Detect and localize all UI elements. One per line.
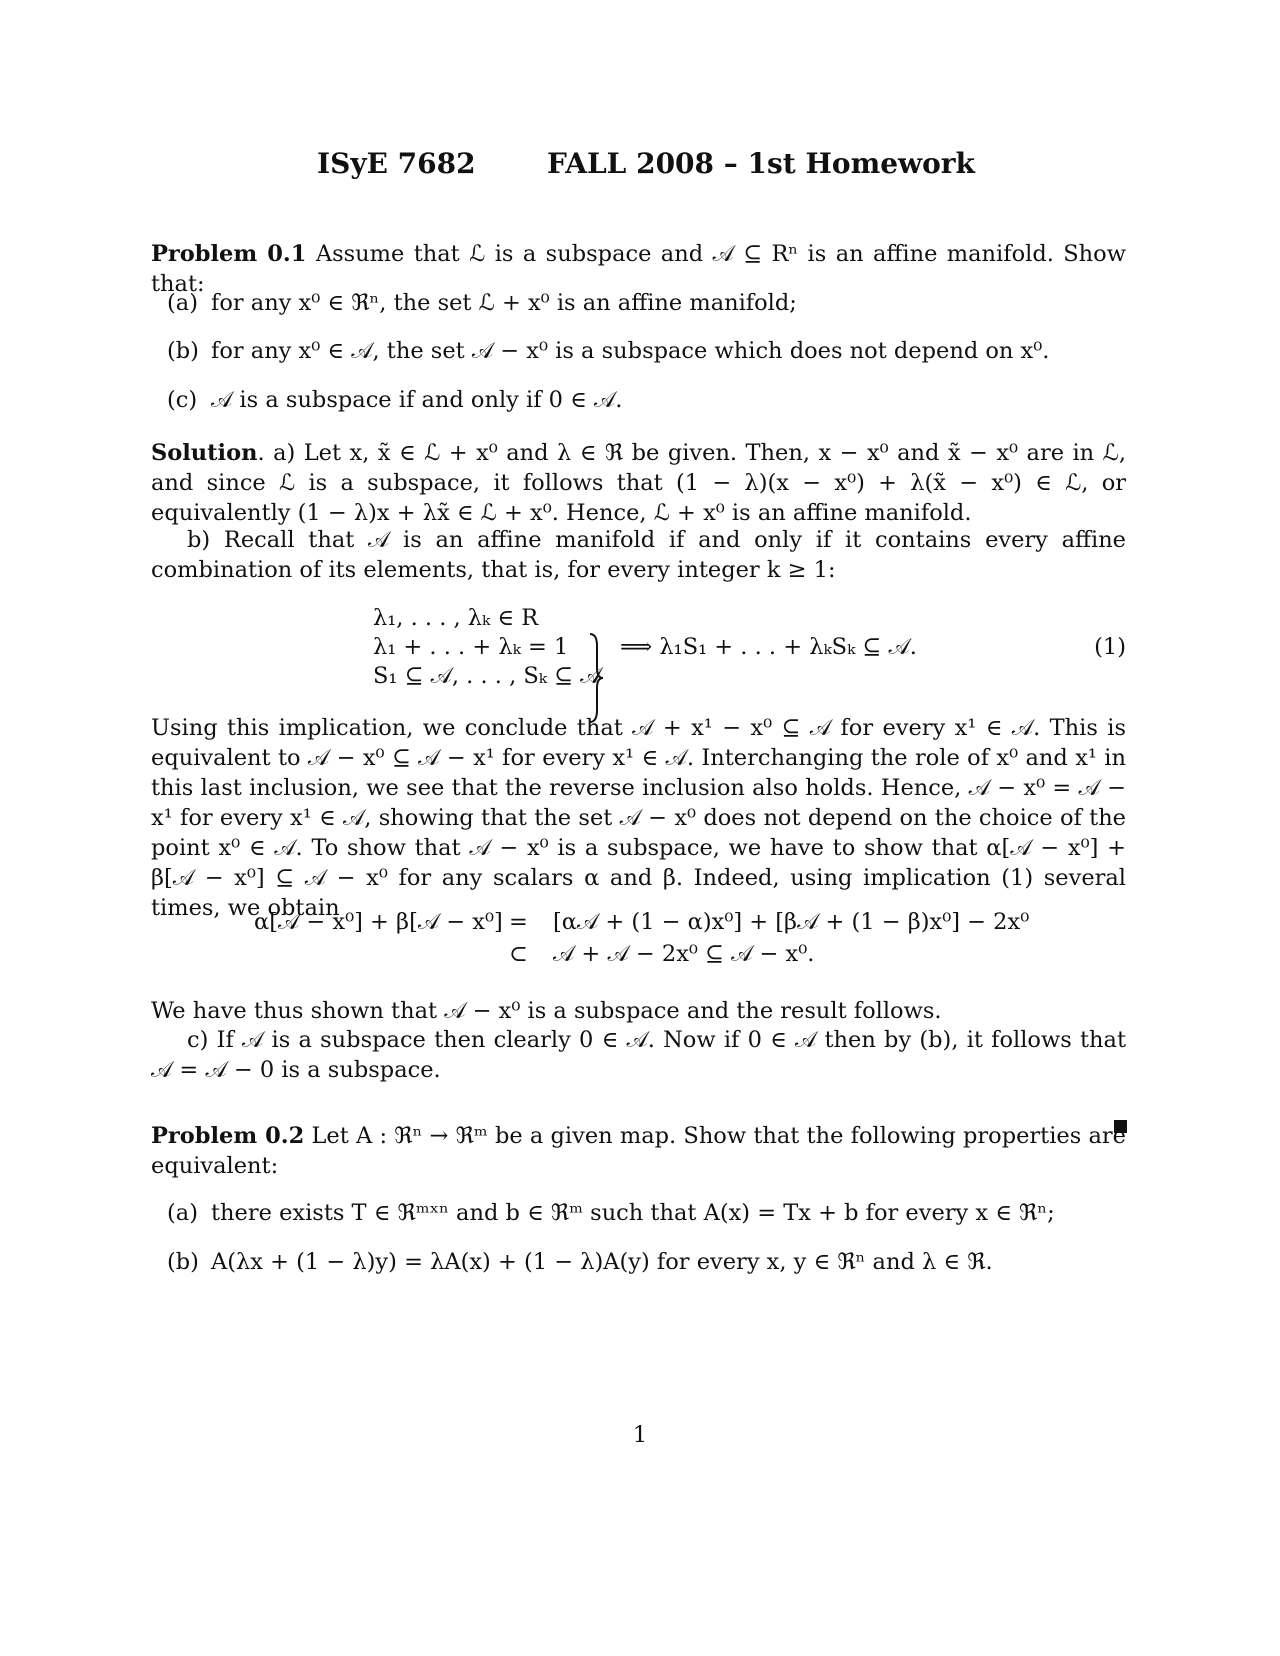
problem-1-item-a: (a) for any x⁰ ∈ ℜⁿ, the set ℒ + x⁰ is an affine manifold; bbox=[167, 290, 797, 316]
equation-number: (1) bbox=[1094, 634, 1126, 660]
problem-2-item-a: (a) there exists T ∈ ℜᵐˣⁿ and b ∈ ℜᵐ such that A(x) = Tx + b for every x ∈ ℜⁿ; bbox=[167, 1200, 1055, 1226]
solution-part-a: Solution. a) Let x, x̃ ∈ ℒ + x⁰ and λ ∈ ℜ be given. Then, x − x⁰ and x̃ − x⁰ are in ℒ, and since ℒ is a subspace, it follows that (1 − λ)(x − x⁰) + λ(x̃ − x⁰) ∈ ℒ, or equivalently (1 − λ)x + λx̃ ∈ ℒ + x⁰. Hence, ℒ + x⁰ is an affine manifold. bbox=[151, 440, 1126, 526]
solution-label: Solution bbox=[151, 440, 258, 466]
solution-part-b-intro: b) Recall that 𝒜 is an affine manifold if and only if it contains every affine combination of its elements, that is, for every integer k ≥ 1: bbox=[151, 527, 1126, 583]
align-rhs-2: 𝒜 + 𝒜 − 2x⁰ ⊆ 𝒜 − x⁰. bbox=[553, 941, 815, 967]
align-lhs: α[𝒜 − x⁰] + β[𝒜 − x⁰] bbox=[254, 909, 503, 935]
problem-1-item-c: (c) 𝒜 is a subspace if and only if 0 ∈ 𝒜. bbox=[167, 387, 623, 413]
course-code: ISyE 7682 bbox=[317, 147, 476, 180]
solution-part-b-conclusion: We have thus shown that 𝒜 − x⁰ is a subspace and the result follows. bbox=[151, 998, 942, 1024]
align-relation-1: = bbox=[509, 909, 528, 935]
implication-line-3: S₁ ⊆ 𝒜, . . . , Sₖ ⊆ 𝒜 bbox=[373, 663, 602, 689]
problem-2-statement bbox=[151, 1121, 1126, 1181]
solution-part-c: c) If 𝒜 is a subspace then clearly 0 ∈ 𝒜. Now if 0 ∈ 𝒜 then by (b), it follows that 𝒜 = 𝒜 − 0 is a subspace. bbox=[151, 1027, 1126, 1083]
problem-1-item-b: (b) for any x⁰ ∈ 𝒜, the set 𝒜 − x⁰ is a subspace which does not depend on x⁰. bbox=[167, 338, 1050, 364]
right-brace-icon bbox=[588, 632, 604, 724]
page-number: 1 bbox=[632, 1422, 648, 1448]
homework-title: FALL 2008 – 1st Homework bbox=[547, 147, 975, 180]
implication-line-1: λ₁, . . . , λₖ ∈ R bbox=[373, 605, 539, 631]
problem-2-item-b: (b) A(λx + (1 − λ)y) = λA(x) + (1 − λ)A(y) for every x, y ∈ ℜⁿ and λ ∈ ℜ. bbox=[167, 1249, 993, 1275]
align-relation-2: ⊂ bbox=[509, 941, 528, 967]
solution-part-b-argument: Using this implication, we conclude that 𝒜 + x¹ − x⁰ ⊆ 𝒜 for every x¹ ∈ 𝒜. This is equivalent to 𝒜 − x⁰ ⊆ 𝒜 − x¹ for every x¹ ∈ 𝒜. Interchanging the role of x⁰ and x¹ in this last inclusion, we see that the reverse inclusion also holds. Hence, 𝒜 − x⁰ = 𝒜 − x¹ for every x¹ ∈ 𝒜, showing that the set 𝒜 − x⁰ does not depend on the choice of the point x⁰ ∈ 𝒜. To show that 𝒜 − x⁰ is a subspace, we have to show that α[𝒜 − x⁰] + β[𝒜 − x⁰] ⊆ 𝒜 − x⁰ for any scalars α and β. Indeed, using implication (1) several times, we obtain bbox=[151, 715, 1126, 921]
problem-1-label: Problem 0.1 bbox=[151, 241, 307, 267]
implication-line-2: λ₁ + . . . + λₖ = 1 bbox=[373, 634, 569, 660]
problem-1-text: Assume that ℒ is a subspace and 𝒜 ⊆ Rⁿ is an affine manifold. Show that: bbox=[151, 241, 1126, 297]
implication-conclusion: ⟹ λ₁S₁ + . . . + λₖSₖ ⊆ 𝒜. bbox=[620, 634, 917, 660]
align-rhs-1: [α𝒜 + (1 − α)x⁰] + [β𝒜 + (1 − β)x⁰] − 2x⁰ bbox=[553, 909, 1030, 935]
problem-2-label: Problem 0.2 bbox=[151, 1123, 305, 1149]
problem-2-text: Let A : ℜⁿ → ℜᵐ be a given map. Show that the following properties are equivalent: bbox=[151, 1123, 1126, 1179]
